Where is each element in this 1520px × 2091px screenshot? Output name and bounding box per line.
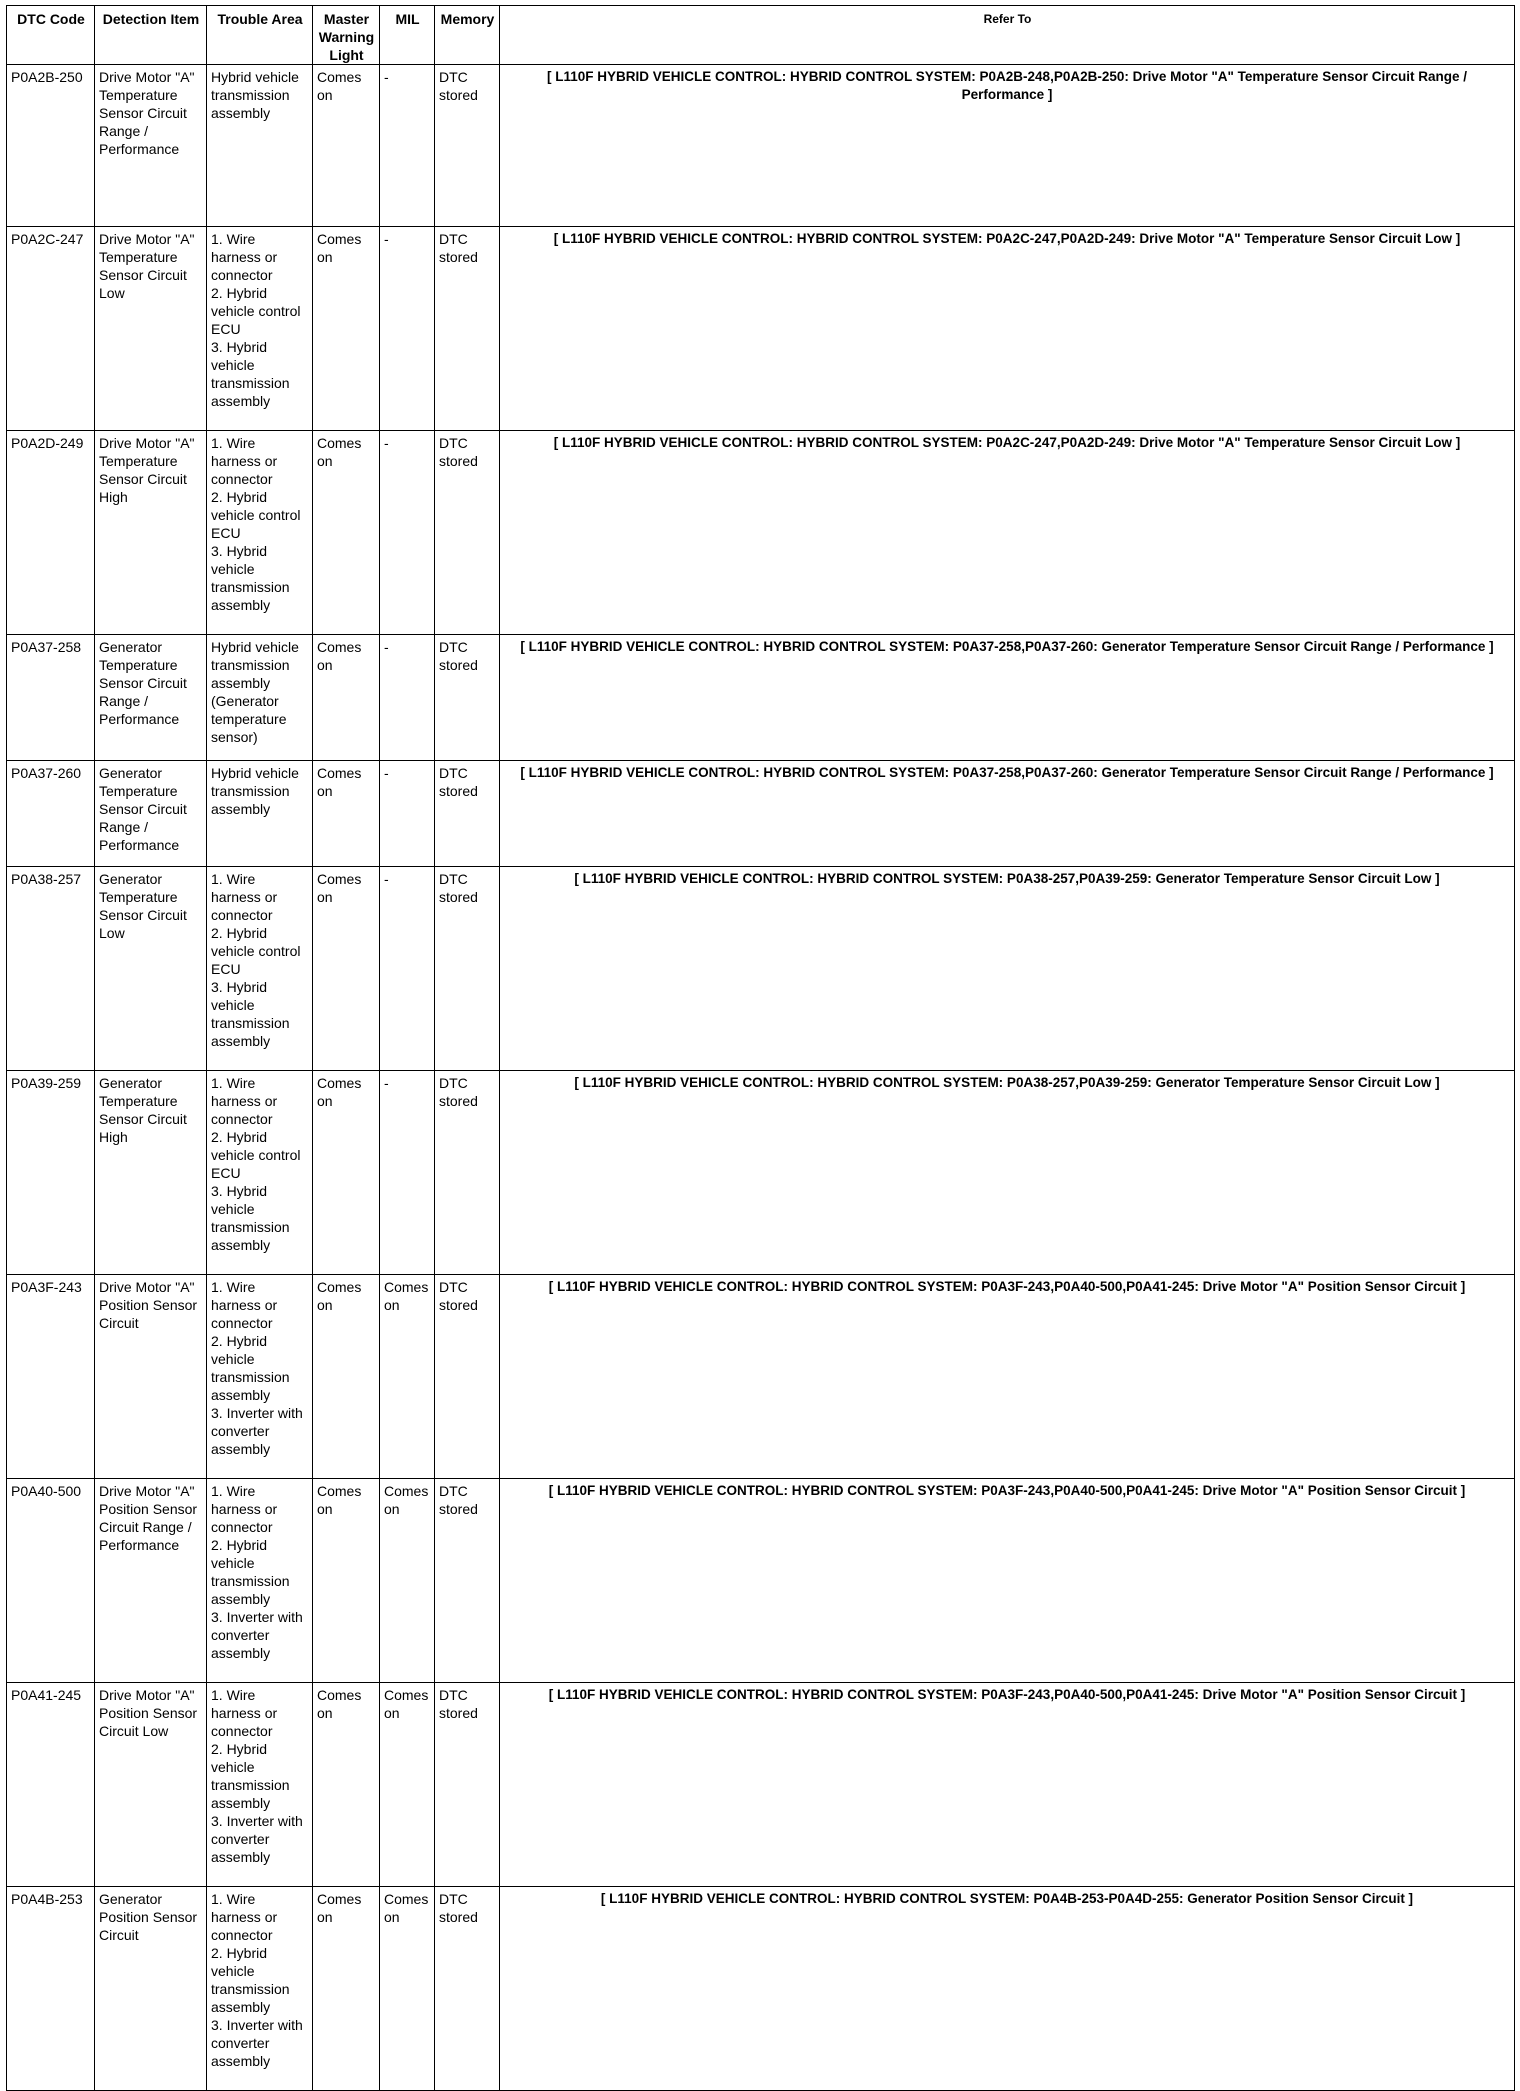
master-warning-light-cell: Comes on <box>313 65 380 227</box>
mil-cell: - <box>380 867 435 1071</box>
detection-item-cell: Drive Motor "A" Temperature Sensor Circuit Low <box>95 227 207 431</box>
dtc-code-cell: P0A37-258 <box>7 635 95 761</box>
table-row <box>7 431 1515 635</box>
trouble-area-cell: Hybrid vehicle transmission assembly <box>207 761 313 867</box>
master-warning-light-cell: Comes on <box>313 1071 380 1275</box>
dtc-code-cell: P0A41-245 <box>7 1683 95 1887</box>
master-warning-light-cell: Comes on <box>313 635 380 761</box>
master-warning-light-cell: Comes on <box>313 867 380 1071</box>
trouble-area-cell: Hybrid vehicle transmission assembly <box>207 65 313 227</box>
mil-cell: Comes on <box>380 1275 435 1479</box>
detection-item-cell: Drive Motor "A" Position Sensor Circuit Range / Performance <box>95 1479 207 1683</box>
refer-to-link[interactable]: [ L110F HYBRID VEHICLE CONTROL: HYBRID CONTROL SYSTEM: P0A2B-248,P0A2B-250: Drive Motor "A" Temperature Sensor Circuit Range / Performance ] <box>500 65 1515 227</box>
detection-item-cell: Drive Motor "A" Temperature Sensor Circuit High <box>95 431 207 635</box>
table-row <box>7 1071 1515 1275</box>
refer-to-link[interactable]: [ L110F HYBRID VEHICLE CONTROL: HYBRID CONTROL SYSTEM: P0A3F-243,P0A40-500,P0A41-245: Drive Motor "A" Position Sensor Circuit ] <box>500 1275 1515 1479</box>
memory-cell: DTC stored <box>435 1071 500 1275</box>
master-warning-light-cell: Comes on <box>313 1275 380 1479</box>
trouble-area-cell: 1. Wire harness or connector 2. Hybrid vehicle control ECU 3. Hybrid vehicle transmission assembly <box>207 431 313 635</box>
table-row <box>7 1275 1515 1479</box>
detection-item-cell: Drive Motor "A" Position Sensor Circuit <box>95 1275 207 1479</box>
detection-item-cell: Drive Motor "A" Position Sensor Circuit Low <box>95 1683 207 1887</box>
dtc-table <box>6 5 1515 2091</box>
trouble-area-cell: 1. Wire harness or connector 2. Hybrid vehicle control ECU 3. Hybrid vehicle transmission assembly <box>207 227 313 431</box>
header-memory: Memory <box>435 6 500 65</box>
mil-cell: - <box>380 761 435 867</box>
trouble-area-cell: 1. Wire harness or connector 2. Hybrid vehicle transmission assembly 3. Inverter with converter assembly <box>207 1275 313 1479</box>
table-row <box>7 227 1515 431</box>
memory-cell: DTC stored <box>435 1479 500 1683</box>
detection-item-cell: Generator Temperature Sensor Circuit Range / Performance <box>95 635 207 761</box>
mil-cell: Comes on <box>380 1683 435 1887</box>
dtc-code-cell: P0A2C-247 <box>7 227 95 431</box>
master-warning-light-cell: Comes on <box>313 1887 380 2091</box>
mil-cell: - <box>380 1071 435 1275</box>
header-trouble-area: Trouble Area <box>207 6 313 65</box>
header-master-warning-light: Master Warning Light <box>313 6 380 65</box>
trouble-area-cell: 1. Wire harness or connector 2. Hybrid vehicle transmission assembly 3. Inverter with converter assembly <box>207 1683 313 1887</box>
trouble-area-cell: 1. Wire harness or connector 2. Hybrid vehicle control ECU 3. Hybrid vehicle transmission assembly <box>207 867 313 1071</box>
header-detection-item: Detection Item <box>95 6 207 65</box>
memory-cell: DTC stored <box>435 1683 500 1887</box>
table-row <box>7 1887 1515 2091</box>
refer-to-link[interactable]: [ L110F HYBRID VEHICLE CONTROL: HYBRID CONTROL SYSTEM: P0A38-257,P0A39-259: Generator Temperature Sensor Circuit Low ] <box>500 867 1515 1071</box>
dtc-code-cell: P0A39-259 <box>7 1071 95 1275</box>
dtc-code-cell: P0A4B-253 <box>7 1887 95 2091</box>
master-warning-light-cell: Comes on <box>313 1479 380 1683</box>
dtc-code-cell: P0A2D-249 <box>7 431 95 635</box>
refer-to-link[interactable]: [ L110F HYBRID VEHICLE CONTROL: HYBRID CONTROL SYSTEM: P0A3F-243,P0A40-500,P0A41-245: Drive Motor "A" Position Sensor Circuit ] <box>500 1479 1515 1683</box>
memory-cell: DTC stored <box>435 431 500 635</box>
memory-cell: DTC stored <box>435 761 500 867</box>
master-warning-light-cell: Comes on <box>313 431 380 635</box>
detection-item-cell: Generator Temperature Sensor Circuit High <box>95 1071 207 1275</box>
master-warning-light-cell: Comes on <box>313 227 380 431</box>
table-row <box>7 867 1515 1071</box>
detection-item-cell: Generator Temperature Sensor Circuit Range / Performance <box>95 761 207 867</box>
table-header-row <box>7 6 1515 65</box>
mil-cell: - <box>380 227 435 431</box>
dtc-code-cell: P0A37-260 <box>7 761 95 867</box>
trouble-area-cell: 1. Wire harness or connector 2. Hybrid vehicle control ECU 3. Hybrid vehicle transmission assembly <box>207 1071 313 1275</box>
refer-to-link[interactable]: [ L110F HYBRID VEHICLE CONTROL: HYBRID CONTROL SYSTEM: P0A2C-247,P0A2D-249: Drive Motor "A" Temperature Sensor Circuit Low ] <box>500 227 1515 431</box>
mil-cell: - <box>380 635 435 761</box>
mil-cell: - <box>380 431 435 635</box>
master-warning-light-cell: Comes on <box>313 761 380 867</box>
header-refer-to: Refer To <box>500 6 1515 65</box>
detection-item-cell: Generator Position Sensor Circuit <box>95 1887 207 2091</box>
table-row <box>7 1683 1515 1887</box>
mil-cell: - <box>380 65 435 227</box>
table-row <box>7 1479 1515 1683</box>
memory-cell: DTC stored <box>435 635 500 761</box>
memory-cell: DTC stored <box>435 227 500 431</box>
detection-item-cell: Drive Motor "A" Temperature Sensor Circuit Range / Performance <box>95 65 207 227</box>
trouble-area-cell: 1. Wire harness or connector 2. Hybrid vehicle transmission assembly 3. Inverter with converter assembly <box>207 1887 313 2091</box>
refer-to-link[interactable]: [ L110F HYBRID VEHICLE CONTROL: HYBRID CONTROL SYSTEM: P0A2C-247,P0A2D-249: Drive Motor "A" Temperature Sensor Circuit Low ] <box>500 431 1515 635</box>
memory-cell: DTC stored <box>435 65 500 227</box>
dtc-code-cell: P0A38-257 <box>7 867 95 1071</box>
dtc-code-cell: P0A40-500 <box>7 1479 95 1683</box>
refer-to-link[interactable]: [ L110F HYBRID VEHICLE CONTROL: HYBRID CONTROL SYSTEM: P0A3F-243,P0A40-500,P0A41-245: Drive Motor "A" Position Sensor Circuit ] <box>500 1683 1515 1887</box>
refer-to-link[interactable]: [ L110F HYBRID VEHICLE CONTROL: HYBRID CONTROL SYSTEM: P0A37-258,P0A37-260: Generator Temperature Sensor Circuit Range / Performance ] <box>500 635 1515 761</box>
memory-cell: DTC stored <box>435 1887 500 2091</box>
table-row <box>7 65 1515 227</box>
dtc-code-cell: P0A2B-250 <box>7 65 95 227</box>
header-dtc-code: DTC Code <box>7 6 95 65</box>
table-body <box>7 65 1515 2091</box>
refer-to-link[interactable]: [ L110F HYBRID VEHICLE CONTROL: HYBRID CONTROL SYSTEM: P0A4B-253-P0A4D-255: Generator Position Sensor Circuit ] <box>500 1887 1515 2091</box>
trouble-area-cell: Hybrid vehicle transmission assembly (Generator temperature sensor) <box>207 635 313 761</box>
master-warning-light-cell: Comes on <box>313 1683 380 1887</box>
refer-to-link[interactable]: [ L110F HYBRID VEHICLE CONTROL: HYBRID CONTROL SYSTEM: P0A38-257,P0A39-259: Generator Temperature Sensor Circuit Low ] <box>500 1071 1515 1275</box>
memory-cell: DTC stored <box>435 1275 500 1479</box>
header-mil: MIL <box>380 6 435 65</box>
detection-item-cell: Generator Temperature Sensor Circuit Low <box>95 867 207 1071</box>
dtc-code-cell: P0A3F-243 <box>7 1275 95 1479</box>
table-row <box>7 761 1515 867</box>
mil-cell: Comes on <box>380 1887 435 2091</box>
memory-cell: DTC stored <box>435 867 500 1071</box>
trouble-area-cell: 1. Wire harness or connector 2. Hybrid vehicle transmission assembly 3. Inverter with converter assembly <box>207 1479 313 1683</box>
table-row <box>7 635 1515 761</box>
mil-cell: Comes on <box>380 1479 435 1683</box>
dtc-table-container <box>6 5 1514 2091</box>
refer-to-link[interactable]: [ L110F HYBRID VEHICLE CONTROL: HYBRID CONTROL SYSTEM: P0A37-258,P0A37-260: Generator Temperature Sensor Circuit Range / Performance ] <box>500 761 1515 867</box>
